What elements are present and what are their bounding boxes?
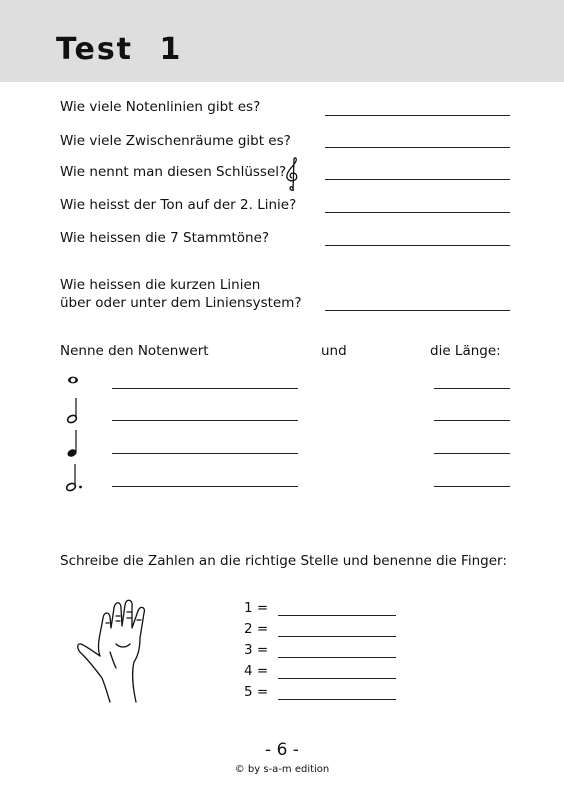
- finger-line-1[interactable]: [278, 615, 396, 616]
- question-2: Wie viele Zwischenräume gibt es?: [60, 133, 291, 149]
- finger-line-4[interactable]: [278, 678, 396, 679]
- question-6-line-1: Wie heissen die kurzen Linien: [60, 277, 261, 293]
- finger-line-3[interactable]: [278, 657, 396, 658]
- question-5: Wie heissen die 7 Stammtöne?: [60, 230, 270, 246]
- answer-line-4[interactable]: [325, 212, 510, 213]
- answer-line-1[interactable]: [325, 115, 510, 116]
- note-value-line-3[interactable]: [112, 453, 298, 454]
- hand-icon: [76, 596, 172, 704]
- note-length-line-2[interactable]: [434, 420, 510, 421]
- note-length-line-1[interactable]: [434, 388, 510, 389]
- note-length-line-4[interactable]: [434, 486, 510, 487]
- note-value-line-2[interactable]: [112, 420, 298, 421]
- question-6-line-2: über oder unter dem Liniensystem?: [60, 295, 302, 311]
- question-3: Wie nennt man diesen Schlüssel?: [60, 164, 287, 180]
- dotted-half-note-icon: [62, 462, 84, 494]
- half-note-icon: [62, 394, 84, 426]
- finger-label-1: 1 =: [244, 600, 269, 616]
- finger-line-5[interactable]: [278, 699, 396, 700]
- answer-line-6[interactable]: [325, 310, 510, 311]
- finger-label-3: 3 =: [244, 642, 269, 658]
- finger-label-2: 2 =: [244, 621, 269, 637]
- finger-instruction: Schreibe die Zahlen an die richtige Stelle und benenne die Finger:: [60, 553, 507, 569]
- answer-line-2[interactable]: [325, 147, 510, 148]
- answer-line-5[interactable]: [325, 245, 510, 246]
- note-length-line-3[interactable]: [434, 453, 510, 454]
- finger-label-5: 5 =: [244, 684, 269, 700]
- finger-label-4: 4 =: [244, 663, 269, 679]
- treble-clef-icon: [283, 156, 303, 192]
- copyright: © by s-a-m edition: [234, 764, 330, 775]
- question-4: Wie heisst der Ton auf der 2. Linie?: [60, 197, 297, 213]
- quarter-note-icon: [62, 428, 84, 460]
- page-number: - 6 -: [265, 740, 299, 760]
- and-label: und: [321, 343, 347, 359]
- note-value-line-1[interactable]: [112, 388, 298, 389]
- question-1: Wie viele Notenlinien gibt es?: [60, 99, 261, 115]
- note-value-label: Nenne den Notenwert: [60, 343, 209, 359]
- length-label: die Länge:: [430, 343, 501, 359]
- finger-line-2[interactable]: [278, 636, 396, 637]
- note-value-line-4[interactable]: [112, 486, 298, 487]
- answer-line-3[interactable]: [325, 179, 510, 180]
- page-title: Test 1: [56, 32, 183, 67]
